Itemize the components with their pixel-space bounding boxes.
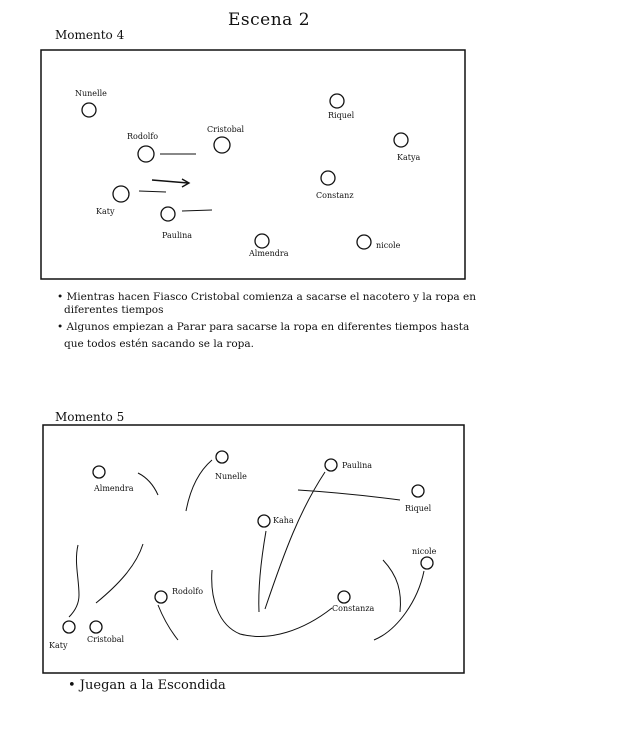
m4-actor-cristobal [207, 125, 245, 153]
m5-path-paulina [265, 472, 325, 609]
m4-actor-nicole [357, 235, 401, 250]
svg-text:Nunelle: Nunelle [75, 89, 107, 98]
m4-actor-paulina [161, 207, 192, 240]
m5-actor-riquel [405, 485, 432, 513]
m5-actor-nunelle [215, 451, 247, 481]
m4-actor-rodolfo [127, 132, 158, 162]
moment-4-note-1: • Mientras hacen Fiasco Cristobal comienza a sacarse el nacotero y la ropa en [57, 291, 476, 303]
m4-direction-arrow [152, 179, 189, 187]
m5-actor-paulina [325, 459, 372, 471]
svg-text:nicole: nicole [376, 241, 401, 250]
svg-text:nicole: nicole [412, 547, 437, 556]
svg-text:Rodolfo: Rodolfo [127, 132, 159, 141]
m5-path-constanza [212, 570, 332, 636]
m4-actor-riquel [328, 94, 355, 120]
m5-path-nicole [374, 571, 424, 640]
svg-text:Almendra: Almendra [94, 484, 134, 493]
m5-path-nunelle [186, 460, 212, 511]
m5-path-extra [383, 560, 400, 612]
m4-line-paulina [182, 210, 212, 211]
m4-actor-nunelle [75, 89, 107, 117]
m5-actor-almendra [93, 466, 134, 493]
moment-4-note-1-cont: diferentes tiempos [64, 304, 164, 316]
m4-actor-constanz [316, 171, 354, 200]
svg-text:Almendra: Almendra [249, 249, 289, 258]
m5-actor-rodolfo [155, 587, 203, 603]
m5-actor-nicole [412, 547, 437, 569]
m4-actor-katy [96, 186, 129, 216]
svg-text:Constanza: Constanza [332, 604, 375, 613]
m5-path-kaha [259, 531, 266, 612]
moment-4-note-2-cont: que todos estén sacando se la ropa. [64, 338, 254, 350]
moment-4-stage [41, 50, 465, 279]
m4-actor-almendra [248, 234, 289, 258]
m4-line-katy [139, 191, 166, 192]
svg-text:Katy: Katy [49, 641, 68, 650]
m5-actor-kaha [258, 515, 294, 527]
svg-text:Cristobal: Cristobal [87, 635, 125, 644]
moment-4-note-2: • Algunos empiezan a Parar para sacarse la ropa en diferentes tiempos hasta [57, 321, 470, 333]
m5-actor-cristobal [87, 621, 125, 644]
m5-path-katy [69, 545, 79, 617]
moment-5-label: Momento 5 [55, 410, 125, 424]
svg-text:Riquel: Riquel [328, 111, 355, 120]
m5-actor-katy [49, 621, 75, 650]
m4-actor-katya [394, 133, 420, 162]
svg-text:Nunelle: Nunelle [215, 472, 247, 481]
svg-text:Katy: Katy [96, 207, 115, 216]
page-title: Escena 2 [228, 10, 311, 30]
svg-text:Constanz: Constanz [316, 191, 354, 200]
svg-text:Cristobal: Cristobal [207, 125, 245, 134]
svg-text:Kaha: Kaha [273, 516, 294, 525]
svg-text:Paulina: Paulina [162, 231, 192, 240]
m5-path-almendra [138, 473, 158, 495]
svg-text:Rodolfo: Rodolfo [172, 587, 204, 596]
m5-path-rodolfo [158, 605, 178, 640]
svg-text:Katya: Katya [397, 153, 421, 162]
m5-actor-constanza [332, 591, 375, 613]
svg-text:Paulina: Paulina [342, 461, 372, 470]
moment-5-note: • Juegan a la Escondida [68, 678, 226, 693]
moment-4-label: Momento 4 [55, 28, 125, 42]
svg-text:Riquel: Riquel [405, 504, 432, 513]
m5-path-cristobal [96, 544, 143, 603]
